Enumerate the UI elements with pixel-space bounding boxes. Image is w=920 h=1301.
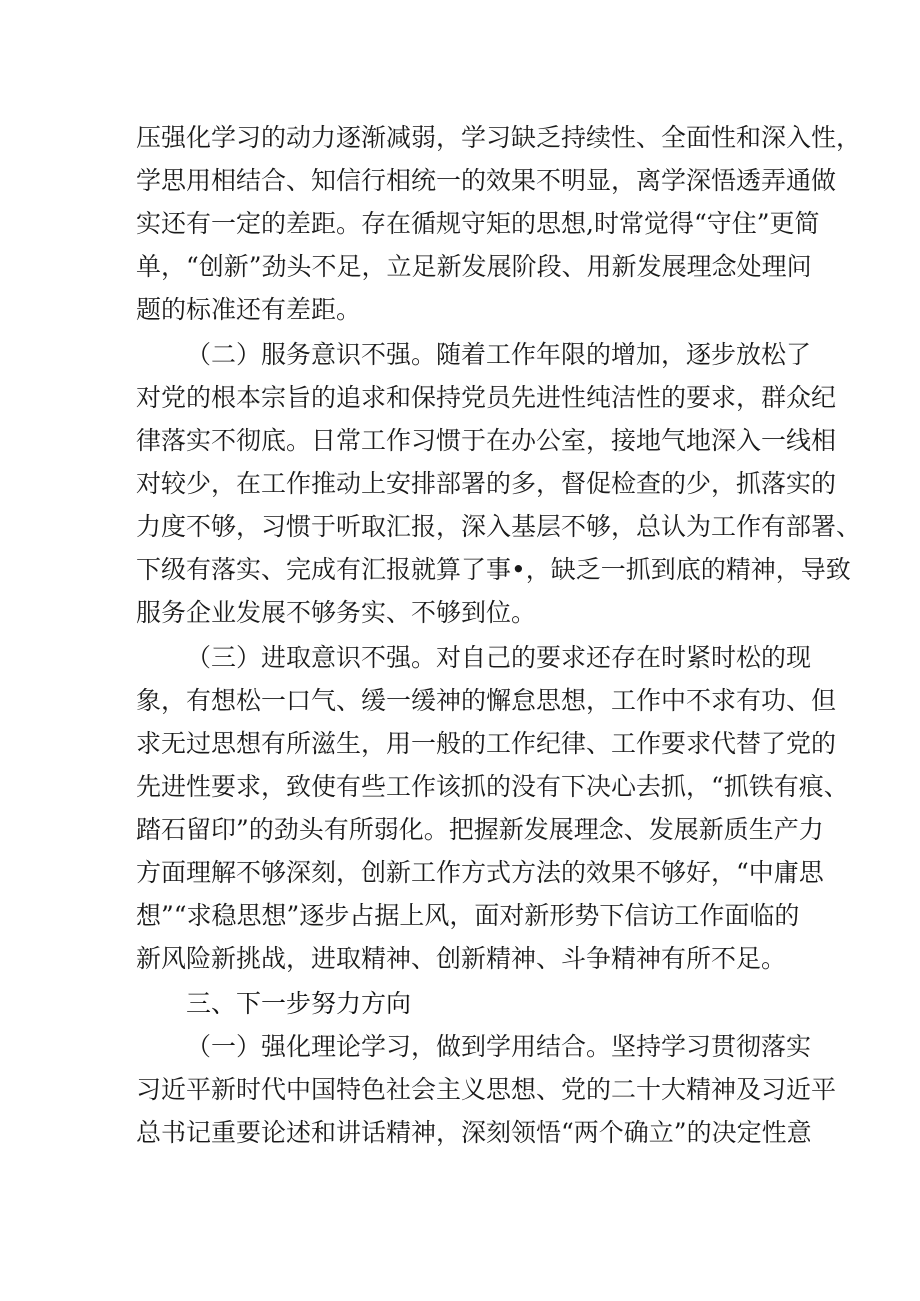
body-text-line: 求无过思想有所滋生，用一般的工作纪律、工作要求代替了党的	[136, 729, 837, 758]
body-text-line: 压强化学习的动力逐渐减弱，学习缺乏持续性、全面性和深入性，	[136, 123, 862, 152]
body-text-line: 律落实不彻底。日常工作习惯于在办公室，接地气地深入一线相	[136, 426, 837, 455]
body-text-line: 先进性要求，致使有些工作该抓的没有下决心去抓，“抓铁有痕、	[136, 772, 849, 801]
body-text-line: 对较少，在工作推动上安排部署的多，督促检查的少，抓落实的	[136, 469, 837, 498]
section-two-heading-line: （二）服务意识不强。随着工作年限的增加，逐步放松了	[186, 340, 812, 369]
body-text-line: 象，有想松一口气、缓一缓神的懈怠思想，工作中不求有功、但	[136, 686, 837, 715]
section-three-heading-line: （三）进取意识不强。对自己的要求还存在时紧时松的现	[186, 643, 812, 672]
body-text-line: 题的标准还有差距。	[136, 295, 362, 324]
body-text-line: 学思用相结合、知信行相统一的效果不明显，离学深悟透弄通做	[136, 166, 837, 195]
body-text-line: 踏石留印”的劲头有所弱化。把握新发展理念、发展新质生产力	[136, 815, 824, 844]
body-text-line: 实还有一定的差距。存在循规守矩的思想,时常觉得“守住”更简	[136, 209, 820, 238]
body-text-line: 方面理解不够深刻，创新工作方式方法的效果不够好，“中庸思	[136, 858, 824, 887]
body-text-line: 习近平新时代中国特色社会主义思想、党的二十大精神及习近平	[136, 1075, 837, 1104]
body-text-line: 想”“求稳思想”逐步占据上风，面对新形势下信访工作面临的	[136, 901, 800, 930]
section-heading-next-steps: 三、下一步努力方向	[186, 989, 412, 1018]
body-text-line: 对党的根本宗旨的追求和保持党员先进性纯洁性的要求，群众纪	[136, 383, 837, 412]
body-text-line: 服务企业发展不够务实、不够到位。	[136, 598, 537, 627]
subsection-one-heading-line: （一）强化理论学习，做到学用结合。坚持学习贯彻落实	[186, 1032, 812, 1061]
body-text-line: 总书记重要论述和讲话精神，深刻领悟“两个确立”的决定性意	[136, 1118, 812, 1147]
body-text-line: 下级有落实、完成有汇报就算了事•，缺乏一抓到底的精神，导致	[136, 555, 851, 584]
body-text-line: 力度不够，习惯于听取汇报，深入基层不够，总认为工作有部署、	[136, 512, 862, 541]
body-text-line: 新风险新挑战，进取精神、创新精神、斗争精神有所不足。	[136, 944, 787, 973]
body-text-line: 单，“创新”劲头不足，立足新发展阶段、用新发展理念处理问	[136, 252, 812, 281]
